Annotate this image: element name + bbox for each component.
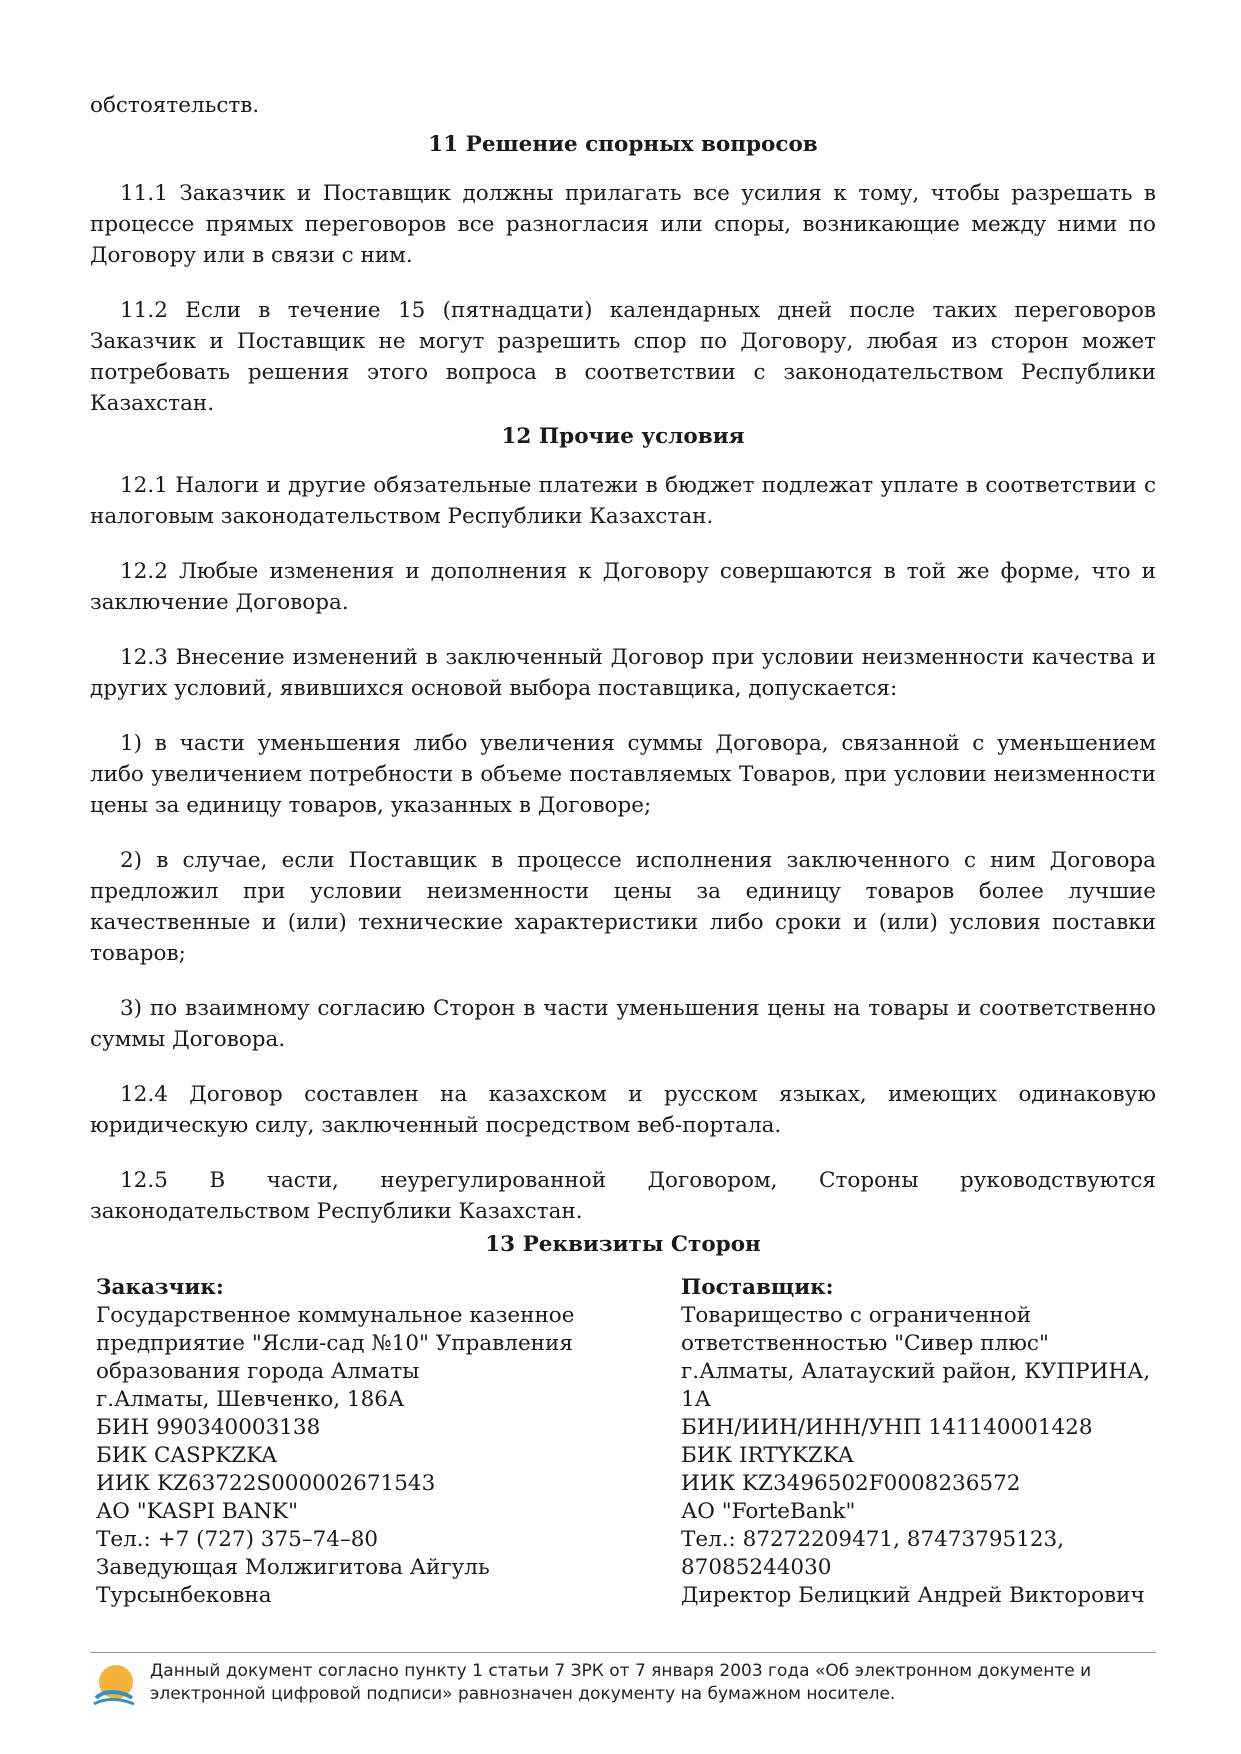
supplier-line: ИИК KZ3496502F0008236572 [681, 1471, 1021, 1496]
supplier-line: АО "ForteBank" [681, 1499, 856, 1524]
customer-line: образования города Алматы [96, 1359, 420, 1384]
customer-line: Заведующая Молжигитова Айгуль [96, 1555, 490, 1580]
paragraph-12-5: 12.5 В части, неурегулированной Договором, Стороны руководствуются законодательством Республики Казахстан. [90, 1168, 1156, 1224]
footer-disclaimer [150, 1660, 1091, 1706]
footer [90, 1660, 1156, 1708]
paragraph-12-3: 12.3 Внесение изменений в заключенный Договор при условии неизменности качества и других условий, явившихся основой выбора поставщика, допускается: [90, 645, 1156, 701]
egov-sun-logo-icon [90, 1660, 138, 1708]
supplier-title: Поставщик: [681, 1275, 834, 1300]
paragraph-12-4: 12.4 Договор составлен на казахском и русском языках, имеющих одинаковую юридическую силу, заключенный посредством веб-портала. [90, 1082, 1156, 1138]
customer-line: БИК CASPKZKA [96, 1443, 277, 1468]
supplier-details [681, 1274, 1156, 1610]
customer-line: БИН 990340003138 [96, 1415, 321, 1440]
paragraph-12-1: 12.1 Налоги и другие обязательные платежи в бюджет подлежат уплате в соответствии с налоговым законодательством Республики Казахстан. [90, 473, 1156, 529]
customer-title: Заказчик: [96, 1275, 224, 1300]
footer-divider [90, 1652, 1156, 1653]
paragraph-12-2: 12.2 Любые изменения и дополнения к Договору совершаются в той же форме, что и заключение Договора. [90, 559, 1156, 615]
supplier-line: БИК IRTYKZKA [681, 1443, 854, 1468]
customer-line: Государственное коммунальное казенное [96, 1303, 575, 1328]
customer-line: Тел.: +7 (727) 375–74–80 [96, 1527, 379, 1552]
footer-line-2: электронной цифровой подписи» равнозначен документу на бумажном носителе. [150, 1684, 896, 1704]
section-11-heading: 11 Решение спорных вопросов [428, 132, 818, 157]
document-page [90, 90, 1156, 1278]
section-13-heading: 13 Реквизиты Сторон [485, 1232, 761, 1257]
party-details [96, 1274, 1156, 1610]
customer-line: Турсынбековна [96, 1583, 272, 1608]
customer-line: г.Алматы, Шевченко, 186А [96, 1387, 405, 1412]
supplier-line: Директор Белицкий Андрей Викторович [681, 1583, 1145, 1608]
list-item-12-3-1: 1) в части уменьшения либо увеличения суммы Договора, связанной с уменьшением либо увеличением потребности в объеме поставляемых Товаров, при условии неизменности цены за единицу товаров, указанных в Договоре; [90, 731, 1156, 818]
section-12-heading: 12 Прочие условия [501, 424, 745, 449]
paragraph-11-1: 11.1 Заказчик и Поставщик должны прилагать все усилия к тому, чтобы разрешать в процессе прямых переговоров все разногласия или споры, возникающие между ними по Договору или в связи с ним. [90, 181, 1156, 268]
footer-line-1: Данный документ согласно пункту 1 статьи 7 ЗРК от 7 января 2003 года «Об электронном документе и [150, 1661, 1092, 1681]
supplier-line: 1А [681, 1387, 711, 1412]
supplier-line: ответственностью "Сивер плюс" [681, 1331, 1049, 1356]
supplier-line: 87085244030 [681, 1555, 832, 1580]
supplier-line: Тел.: 87272209471, 87473795123, [681, 1527, 1065, 1552]
supplier-line: БИН/ИИН/ИНН/УНП 141140001428 [681, 1415, 1093, 1440]
customer-line: предприятие "Ясли-сад №10" Управления [96, 1331, 573, 1356]
supplier-line: г.Алматы, Алатауский район, КУПРИНА, [681, 1359, 1151, 1384]
list-item-12-3-2: 2) в случае, если Поставщик в процессе исполнения заключенного с ним Договора предложил при условии неизменности цены за единицу товаров более лучшие качественные и (или) технические характеристики либо сроки и (или) условия поставки товаров; [90, 848, 1156, 966]
list-item-12-3-3: 3) по взаимному согласию Сторон в части уменьшения цены на товары и соответственно суммы Договора. [90, 996, 1156, 1052]
top-fragment: обстоятельств. [90, 93, 260, 118]
supplier-line: Товарищество с ограниченной [681, 1303, 1032, 1328]
customer-line: АО "KASPI BANK" [96, 1499, 298, 1524]
customer-line: ИИК KZ63722S000002671543 [96, 1471, 436, 1496]
paragraph-11-2: 11.2 Если в течение 15 (пятнадцати) календарных дней после таких переговоров Заказчик и Поставщик не могут разрешить спор по Договору, любая из сторон может потребовать решения этого вопроса в соответствии с законодательством Республики Казахстан. [90, 298, 1156, 416]
customer-details [96, 1274, 681, 1610]
